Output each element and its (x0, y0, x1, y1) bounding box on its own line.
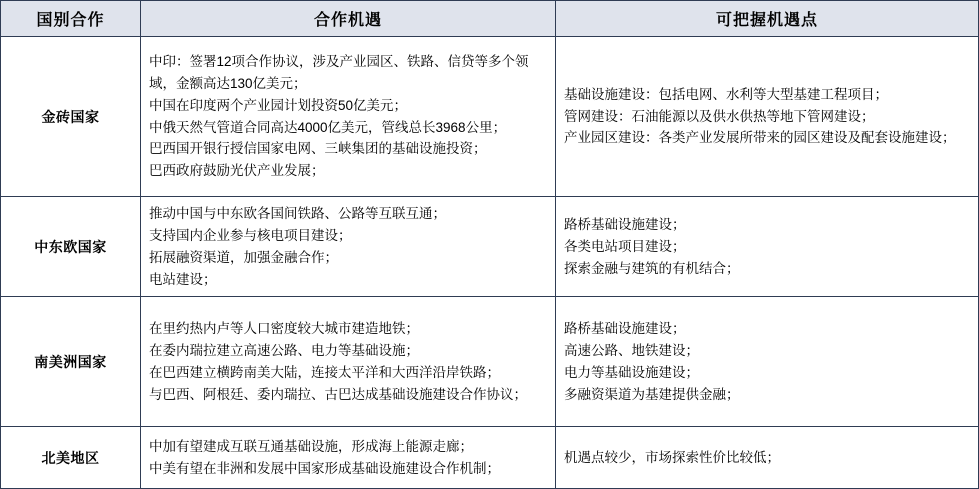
points-cell (556, 37, 979, 197)
category-label: 中东欧国家 (1, 197, 141, 297)
table-body (1, 37, 979, 489)
point-line: 高速公路、地铁建设； (564, 343, 699, 359)
header-cell-opportunities: 合作机遇 (141, 1, 556, 37)
category-label: 金砖国家 (1, 37, 141, 197)
opportunity-line: 拓展融资渠道，加强金融合作； (149, 249, 338, 265)
opportunity-line: 在里约热内卢等人口密度较大城市建造地铁； (149, 321, 419, 337)
category-label: 南美洲国家 (1, 297, 141, 427)
point-line: 路桥基础设施建设； (564, 321, 686, 337)
opportunities-cell (141, 37, 556, 197)
opportunity-line: 中加有望建成互联互通基础设施，形成海上能源走廊； (149, 439, 473, 455)
point-line: 产业园区建设：各类产业发展所带来的园区建设及配套设施建设； (564, 130, 956, 146)
points-cell (556, 427, 979, 489)
point-line: 管网建设：石油能源以及供水供热等地下管网建设； (564, 108, 875, 124)
opportunity-line: 中美有望在非洲和发展中国家形成基础设施建设合作机制； (149, 460, 500, 476)
point-line: 电力等基础设施建设； (564, 364, 699, 380)
table-row (1, 297, 979, 427)
opportunity-line: 在委内瑞拉建立高速公路、电力等基础设施； (149, 343, 419, 359)
points-cell (556, 297, 979, 427)
point-line: 探索金融与建筑的有机结合； (564, 260, 740, 276)
opportunity-line: 中俄天然气管道合同高达4000亿美元，管线总长3968公里； (149, 119, 507, 135)
opportunity-line: 推动中国与中东欧各国间铁路、公路等互联互通； (149, 206, 446, 221)
table-row (1, 197, 979, 297)
header-row (1, 1, 979, 37)
opportunity-line: 在巴西建立横跨南美大陆，连接太平洋和大西洋沿岸铁路； (149, 364, 500, 380)
points-cell (556, 197, 979, 297)
point-line: 各类电站项目建设； (564, 238, 686, 254)
opportunity-line: 巴西政府鼓励光伏产业发展； (149, 163, 325, 179)
point-line: 多融资渠道为基建提供金融； (564, 386, 740, 402)
category-label: 北美地区 (1, 427, 141, 489)
point-line: 基础设施建设：包括电网、水利等大型基建工程项目； (564, 86, 888, 102)
opportunity-line: 电站建设； (149, 271, 217, 287)
opportunity-line: 中国在印度两个产业园计划投资50亿美元； (149, 97, 408, 113)
opportunities-cell (141, 197, 556, 297)
opportunity-line: 支持国内企业参与核电项目建设； (149, 227, 352, 243)
opportunity-line: 中印：签署12项合作协议，涉及产业园区、铁路、信贷等多个领域，金额高达130亿美元； (149, 53, 529, 91)
opportunity-line: 与巴西、阿根廷、委内瑞拉、古巴达成基础设施建设合作协议； (149, 386, 527, 402)
table-row (1, 37, 979, 197)
point-line: 路桥基础设施建设； (564, 216, 686, 232)
header-cell-graspable-points: 可把握机遇点 (556, 1, 979, 37)
table-header (1, 1, 979, 37)
opportunities-cell (141, 427, 556, 489)
header-cell-country-cooperation: 国别合作 (1, 1, 141, 37)
table-row (1, 427, 979, 489)
point-line: 机遇点较少，市场探索性价比较低； (564, 450, 780, 465)
opportunities-cell (141, 297, 556, 427)
opportunity-line: 巴西国开银行授信国家电网、三峡集团的基础设施投资； (149, 141, 487, 157)
